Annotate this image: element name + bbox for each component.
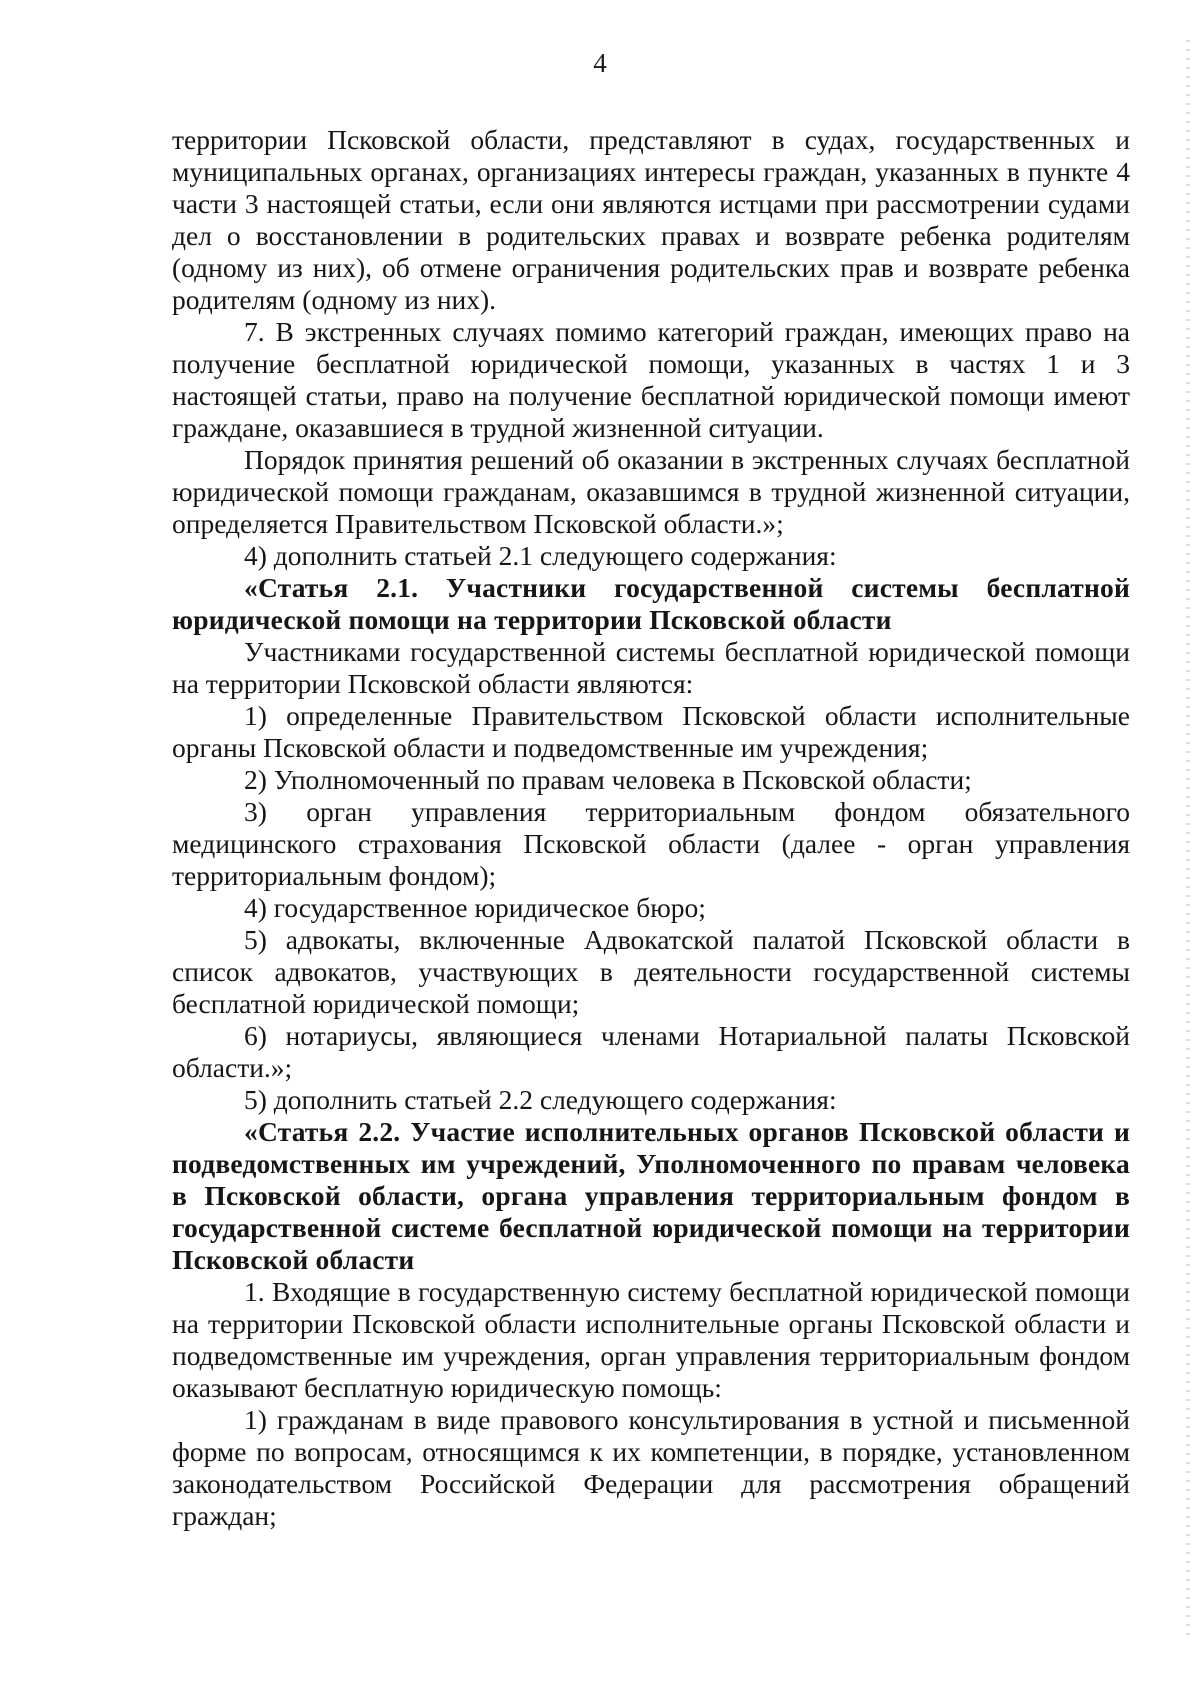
article-2-1-heading: «Статья 2.1. Участники государственной системы бесплатной юридической помощи на территории Псковской области [172, 572, 1130, 635]
scan-edge-artifact [1186, 40, 1190, 1640]
paragraph-amendment-4: 4) дополнить статьей 2.1 следующего содержания: [244, 540, 837, 571]
paragraph-continuation: территории Псковской области, представляют в судах, государственных и муниципальных органах, организациях интересы граждан, указанных в пункте 4 части 3 настоящей статьи, если они являются истцами при рассмотрении судами дел о восстановлении в родительских правах и возврате ребенка родителям (одному из них), об отмене ограничения родительских прав и возврате ребенка родителям (одному из них). [172, 124, 1130, 315]
page-number: 4 [593, 48, 607, 78]
paragraph-amendment-5: 5) дополнить статьей 2.2 следующего содержания: [244, 1084, 837, 1115]
list-item-2: 2) Уполномоченный по правам человека в Псковской области; [244, 764, 972, 795]
list-item-4: 4) государственное юридическое бюро; [244, 892, 706, 923]
article-2-2-heading: «Статья 2.2. Участие исполнительных органов Псковской области и подведомственных им учреждений, Уполномоченного по правам человека в Псковской области, органа управления территориальным фондом в государственной системе бесплатной юридической помощи на территории Псковской области [172, 1116, 1130, 1275]
paragraph-participants-intro: Участниками государственной системы бесплатной юридической помощи на территории Псковской области являются: [172, 636, 1130, 699]
list-item-1: 1) определенные Правительством Псковской области исполнительные органы Псковской области и подведомственные им учреждения; [172, 700, 1130, 763]
list-item-5: 5) адвокаты, включенные Адвокатской палатой Псковской области в список адвокатов, участвующих в деятельности государственной системы бесплатной юридической помощи; [172, 924, 1130, 1019]
paragraph-part-7: 7. В экстренных случаях помимо категорий граждан, имеющих право на получение бесплатной юридической помощи, указанных в частях 1 и 3 настоящей статьи, право на получение бесплатной юридической помощи имеют граждане, оказавшиеся в трудной жизненной ситуации. [172, 316, 1130, 443]
paragraph-part-1: 1. Входящие в государственную систему бесплатной юридической помощи на территории Псковской области исполнительные органы Псковской области и подведомственные им учреждения, орган управления территориальным фондом оказывают бесплатную юридическую помощь: [172, 1276, 1130, 1403]
paragraph-procedure: Порядок принятия решений об оказании в экстренных случаях бесплатной юридической помощи гражданам, оказавшимся в трудной жизненной ситуации, определяется Правительством Псковской области.»; [172, 444, 1130, 539]
list-item-consulting: 1) гражданам в виде правового консультирования в устной и письменной форме по вопросам, относящимся к их компетенции, в порядке, установленном законодательством Российской Федерации для рассмотрения обращений граждан; [172, 1404, 1130, 1531]
list-item-3: 3) орган управления территориальным фондом обязательного медицинского страхования Псковской области (далее - орган управления территориальным фондом); [172, 796, 1130, 891]
list-item-6: 6) нотариусы, являющиеся членами Нотариальной палаты Псковской области.»; [172, 1020, 1130, 1083]
document-body [172, 124, 1130, 1532]
